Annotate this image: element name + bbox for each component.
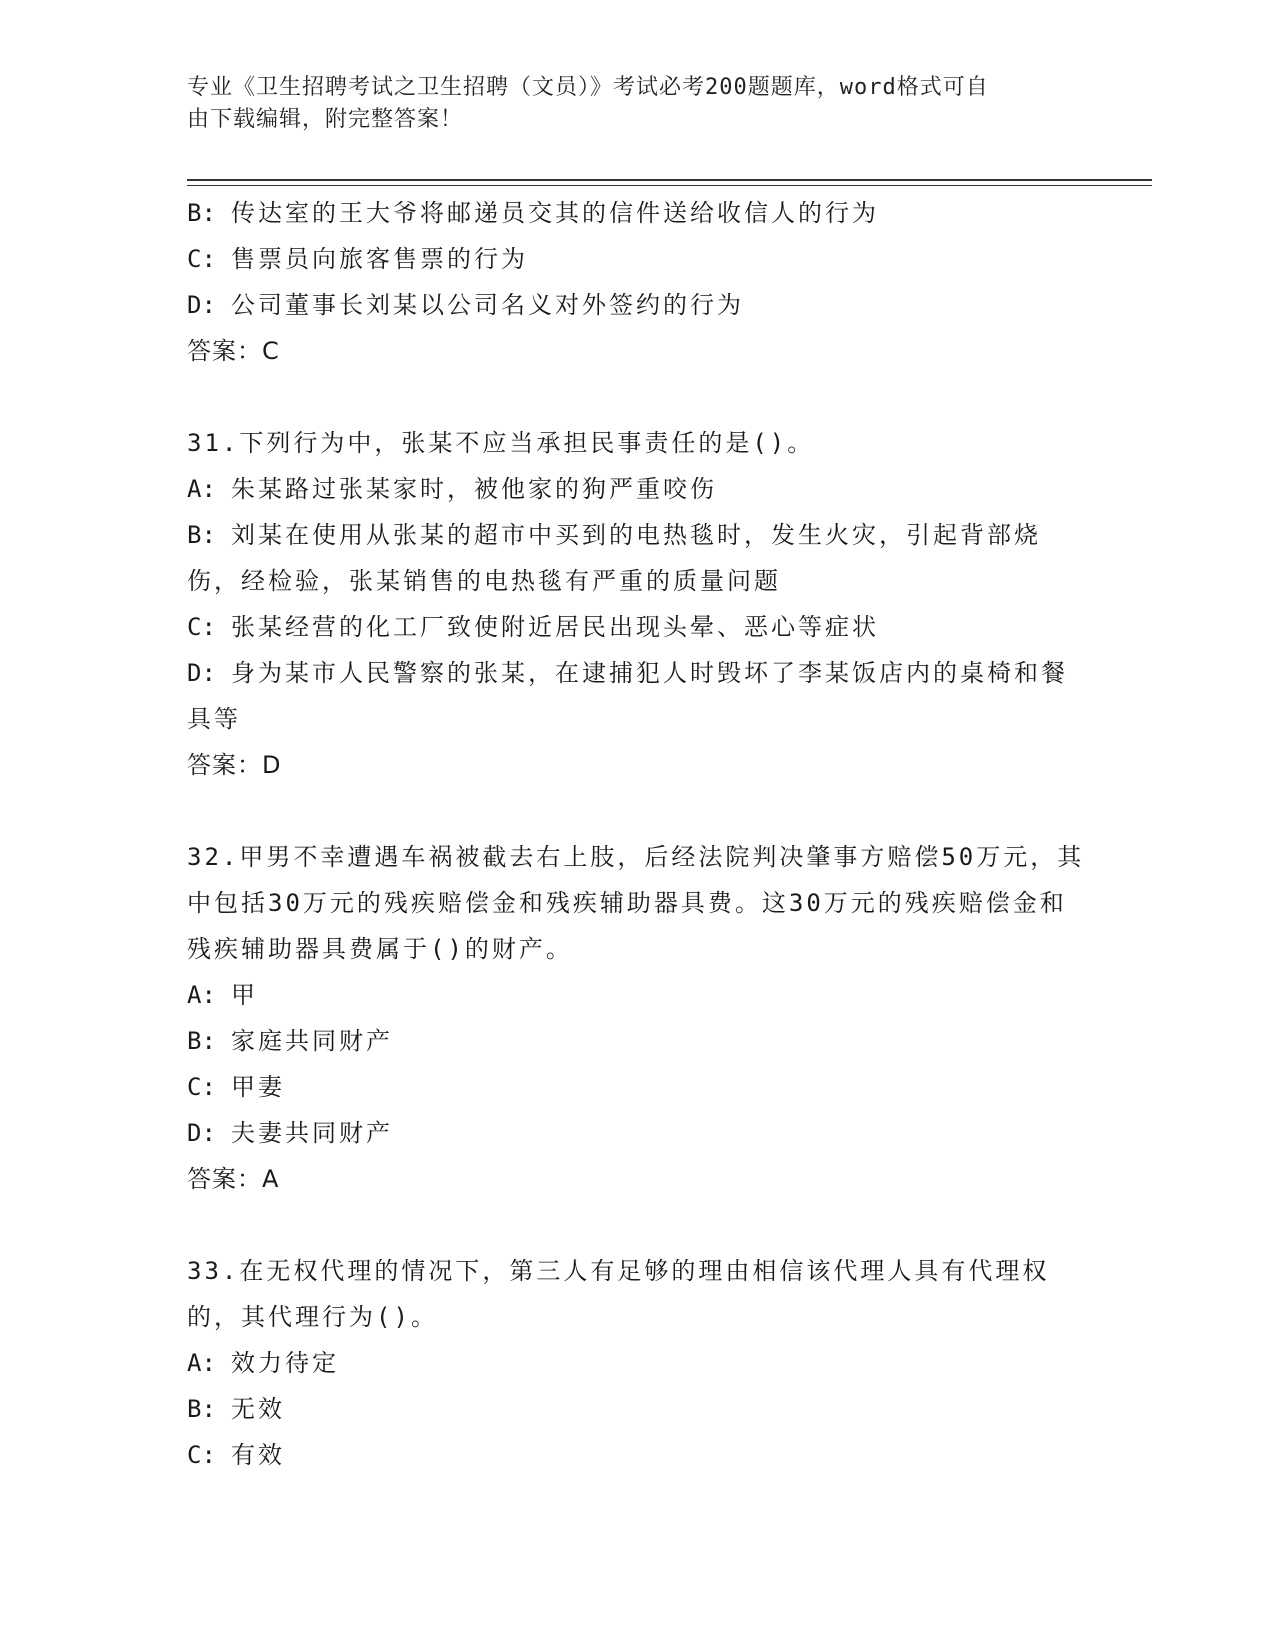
option-d: D: 夫妻共同财产 — [187, 1119, 393, 1147]
option-a: A: 效力待定 — [187, 1349, 339, 1377]
option-a: A: 甲 — [187, 981, 258, 1009]
answer-line: 答案：C — [187, 337, 280, 365]
header-rule-thick — [187, 179, 1152, 181]
header-line-1: 专业《卫生招聘考试之卫生招聘（文员）》考试必考200题题库，word格式可自 — [187, 75, 989, 100]
option-d: D: 公司董事长刘某以公司名义对外签约的行为 — [187, 291, 744, 319]
option-b: B: 家庭共同财产 — [187, 1027, 393, 1055]
question-30-tail — [187, 190, 1087, 374]
option-c: C: 张某经营的化工厂致使附近居民出现头晕、恶心等症状 — [187, 613, 879, 641]
answer-line: 答案：A — [187, 1165, 280, 1193]
header-line-2: 由下载编辑，附完整答案！ — [187, 107, 464, 132]
question-32 — [187, 834, 1087, 1202]
option-d: D: 身为某市人民警察的张某，在逮捕犯人时毁坏了李某饭店内的桌椅和餐具等 — [187, 659, 1068, 733]
question-stem: 33.在无权代理的情况下，第三人有足够的理由相信该代理人具有代理权的，其代理行为()。 — [187, 1257, 1050, 1331]
question-content — [187, 190, 1087, 1478]
question-33 — [187, 1248, 1087, 1478]
spacer — [187, 788, 1087, 834]
answer-line: 答案：D — [187, 751, 282, 779]
question-31 — [187, 420, 1087, 788]
option-b: B: 无效 — [187, 1395, 285, 1423]
option-b: B: 刘某在使用从张某的超市中买到的电热毯时，发生火灾，引起背部烧伤，经检验，张某销售的电热毯有严重的质量问题 — [187, 521, 1041, 595]
question-stem: 31.下列行为中，张某不应当承担民事责任的是()。 — [187, 429, 815, 457]
option-b: B: 传达室的王大爷将邮递员交其的信件送给收信人的行为 — [187, 199, 879, 227]
option-c: C: 甲妻 — [187, 1073, 285, 1101]
spacer — [187, 374, 1087, 420]
option-a: A: 朱某路过张某家时，被他家的狗严重咬伤 — [187, 475, 717, 503]
spacer — [187, 1202, 1087, 1248]
option-c: C: 售票员向旅客售票的行为 — [187, 245, 528, 273]
header-rule-thin — [187, 185, 1152, 186]
document-header — [187, 72, 1087, 136]
question-stem: 32.甲男不幸遭遇车祸被截去右上肢，后经法院判决肇事方赔偿50万元，其中包括30万元的残疾赔偿金和残疾辅助器具费。这30万元的残疾赔偿金和残疾辅助器具费属于()的财产。 — [187, 843, 1085, 963]
option-c: C: 有效 — [187, 1441, 285, 1469]
